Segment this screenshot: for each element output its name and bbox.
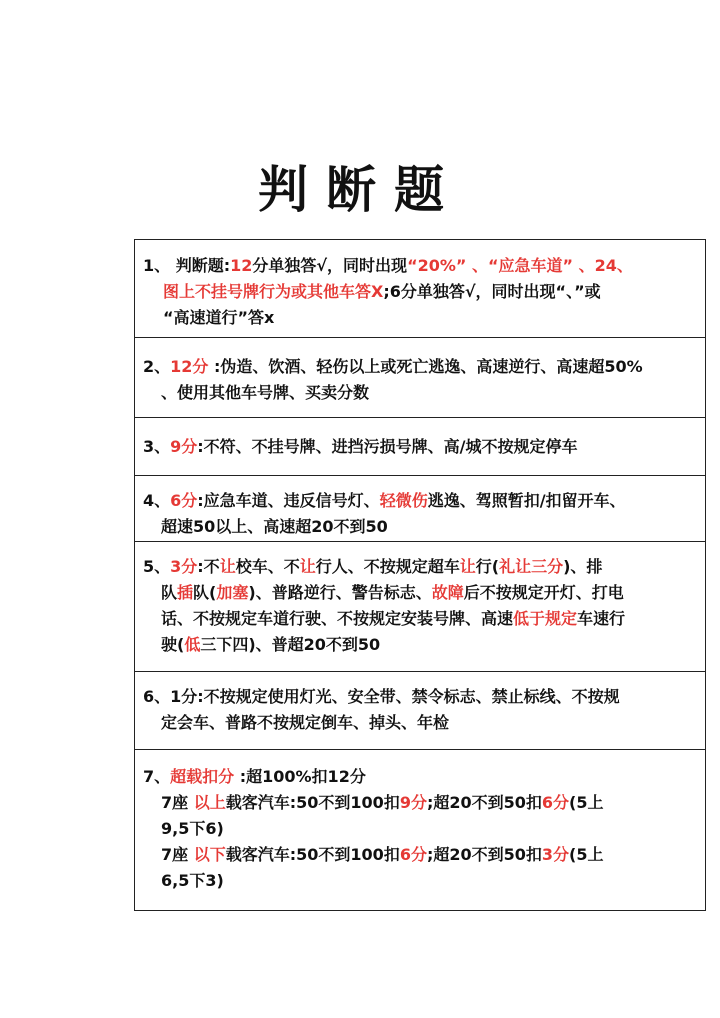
rule-line: 图上不挂号牌行为或其他车答X;6分单独答√，同时出现“、”或 bbox=[163, 282, 601, 301]
rule-line: 6、1分:不按规定使用灯光、安全带、禁令标志、禁止标线、不按规 bbox=[143, 687, 620, 706]
rule-7 bbox=[135, 750, 705, 910]
rule-line: “高速道行”答x bbox=[163, 308, 275, 327]
rule-line: 定会车、普路不按规定倒车、掉头、年检 bbox=[161, 713, 450, 732]
rule-line: 1、 判断题:12分单独答√，同时出现“20%” 、“应急车道” 、24、 bbox=[143, 256, 633, 275]
rule-line: 驶(低三下四)、普超20不到50 bbox=[161, 635, 381, 654]
rule-1 bbox=[135, 240, 705, 338]
rule-line: 、使用其他车号牌、买卖分数 bbox=[161, 383, 370, 402]
rule-line: 话、不按规定车道行驶、不按规定安装号牌、高速低于规定车速行 bbox=[161, 609, 626, 628]
rule-line: 4、6分:应急车道、违反信号灯、轻微伤逃逸、驾照暂扣/扣留开车、 bbox=[143, 491, 626, 510]
rule-line: 9,5下6) bbox=[161, 819, 224, 838]
rule-line: 队插队(加塞)、普路逆行、警告标志、故障后不按规定开灯、打电 bbox=[161, 583, 624, 602]
rule-line: 7、超载扣分 :超100%扣12分 bbox=[143, 767, 366, 786]
rule-line: 超速50以上、高速超20不到50 bbox=[161, 517, 388, 536]
rule-line: 6,5下3) bbox=[161, 871, 224, 890]
rules-table bbox=[134, 239, 706, 911]
rule-line: 7座 以上载客汽车:50不到100扣9分;超20不到50扣6分(5上 bbox=[161, 793, 604, 812]
rule-line: 3、9分:不符、不挂号牌、进挡污损号牌、高/城不按规定停车 bbox=[143, 437, 578, 456]
rule-2 bbox=[135, 338, 705, 418]
rule-line: 7座 以下载客汽车:50不到100扣6分;超20不到50扣3分(5上 bbox=[161, 845, 604, 864]
rule-5 bbox=[135, 542, 705, 672]
rule-6 bbox=[135, 672, 705, 750]
rule-line: 2、12分 :伪造、饮酒、轻伤以上或死亡逃逸、高速逆行、高速超50% bbox=[143, 357, 643, 376]
rule-line: 5、3分:不让校车、不让行人、不按规定超车让行(礼让三分)、排 bbox=[143, 557, 603, 576]
rule-3 bbox=[135, 418, 705, 476]
page-title: 判断题 bbox=[258, 161, 462, 219]
rule-4 bbox=[135, 476, 705, 542]
